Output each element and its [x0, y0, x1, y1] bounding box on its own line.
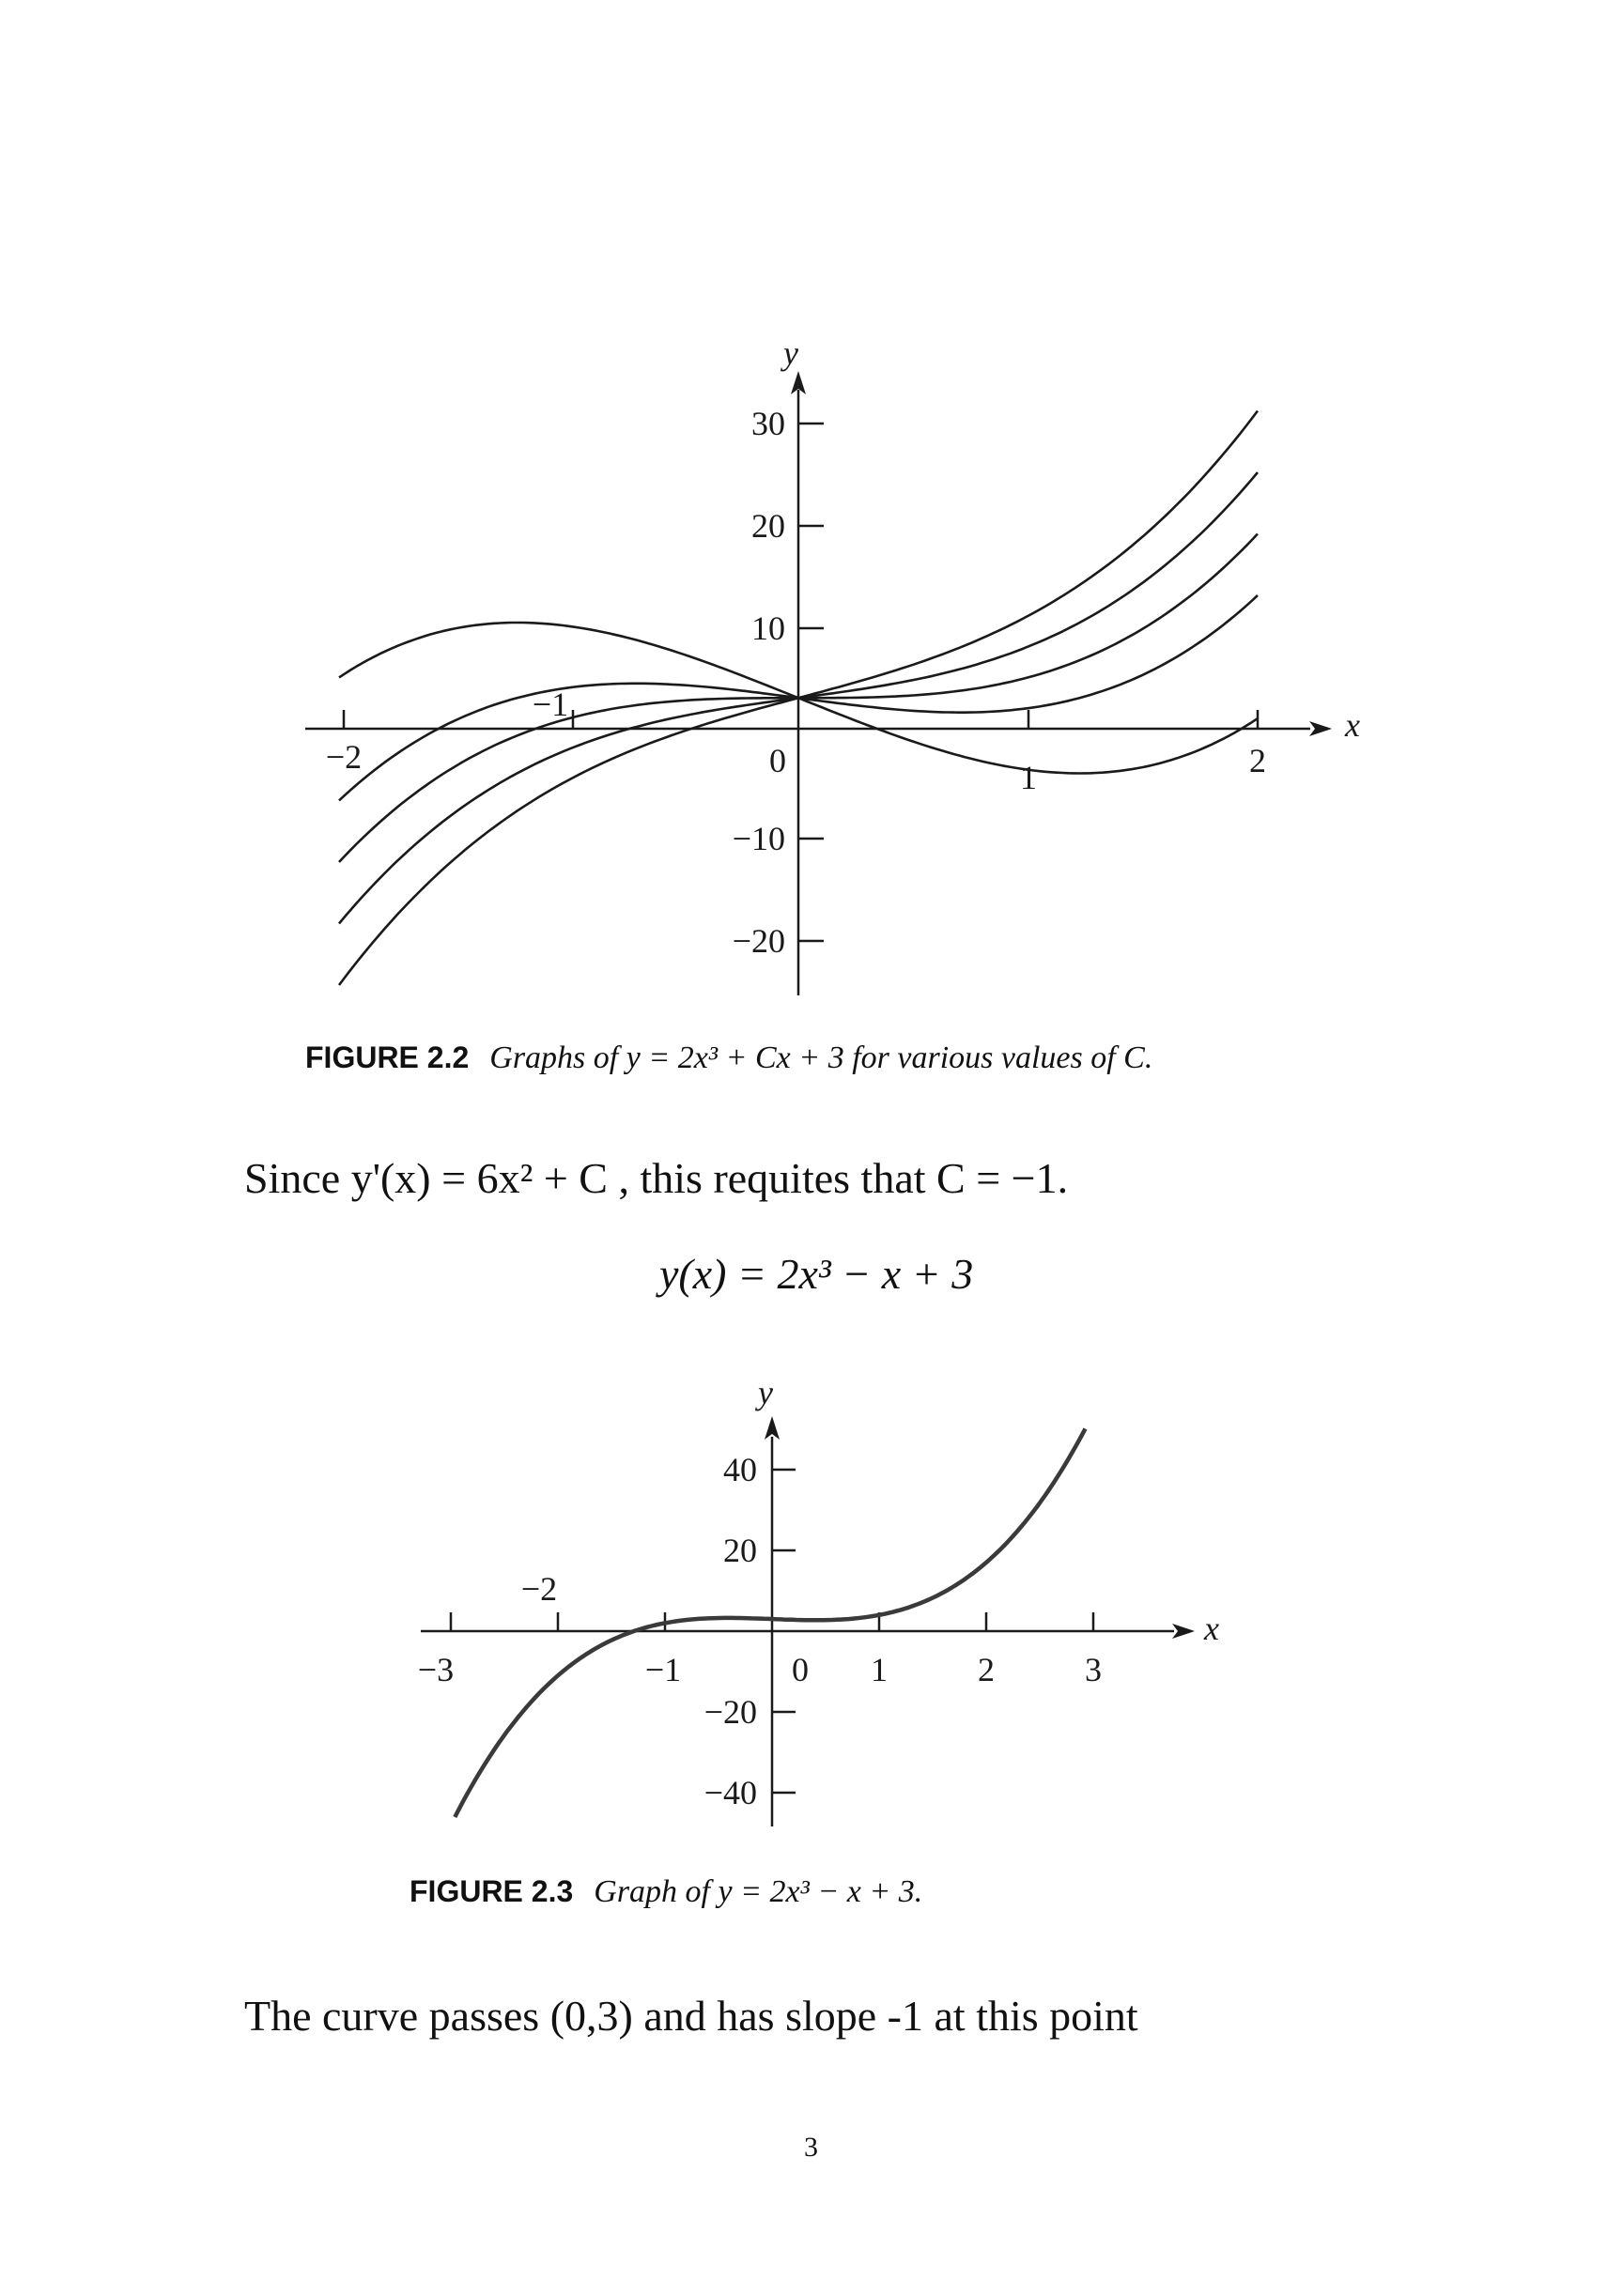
page-number: 3 — [804, 2132, 818, 2163]
x-tick-label-minus-1: −1 — [644, 1651, 682, 1688]
x-tick-label-2: 2 — [978, 1651, 995, 1688]
curve-0 — [455, 1429, 1085, 1818]
solution-equation: y(x) = 2x³ − x + 3 — [659, 1250, 974, 1298]
x-tick-label-minus-2: −2 — [520, 1570, 558, 1608]
y-tick-label-minus-40: −40 — [703, 1774, 757, 1811]
y-tick-label-minus-10: −10 — [732, 820, 785, 857]
x-tick-label-2: 2 — [1249, 742, 1266, 779]
y-tick-label-20: 20 — [751, 507, 785, 545]
x-axis-label: x — [1204, 1610, 1219, 1647]
figure-2-3-caption-text: Graph of y = 2x³ − x + 3. — [594, 1874, 923, 1909]
x-axis-arrow — [1309, 721, 1332, 736]
figure-2-2-caption-label: FIGURE 2.2 — [305, 1040, 470, 1074]
x-tick-label-3: 3 — [1085, 1651, 1102, 1688]
x-axis-arrow — [1172, 1624, 1195, 1639]
x-tick-label-0: 0 — [792, 1651, 809, 1688]
y-axis-label: y — [783, 334, 798, 372]
x-tick-label-1: 1 — [871, 1651, 888, 1688]
figure-2-3-caption-label: FIGURE 2.3 — [410, 1874, 574, 1908]
y-tick-label-30: 30 — [751, 405, 785, 442]
x-tick-label-1: 1 — [1020, 759, 1037, 796]
y-tick-label-minus-20: −20 — [703, 1693, 757, 1731]
x-tick-label-minus-2: −2 — [325, 738, 363, 776]
y-tick-label-40: 40 — [723, 1451, 757, 1488]
figure-2-2-graph — [305, 334, 1360, 995]
y-axis-label: y — [758, 1374, 773, 1411]
figure-2-2-caption-text: Graphs of y = 2x³ + Cx + 3 for various values of C. — [489, 1040, 1153, 1075]
y-tick-label-20: 20 — [723, 1532, 757, 1569]
y-tick-label-10: 10 — [751, 609, 785, 647]
x-axis-label: x — [1345, 706, 1360, 744]
figure-2-2-caption — [305, 1040, 1152, 1076]
y-axis-arrow — [765, 1416, 780, 1440]
figure-2-3-graph — [418, 1374, 1219, 1826]
x-tick-label-minus-3: −3 — [417, 1651, 455, 1688]
derivation-line: Since y'(x) = 6x² + C , this requites that C = −1. — [244, 1154, 1069, 1202]
x-tick-label-minus-1: −1 — [532, 686, 569, 723]
figure-2-3-curves — [455, 1429, 1085, 1818]
figure-2-3-caption — [410, 1874, 922, 1910]
x-tick-label-0: 0 — [769, 742, 786, 779]
y-tick-label-minus-20: −20 — [732, 922, 785, 960]
closing-line: The curve passes (0,3) and has slope -1 at this point — [244, 1992, 1138, 2040]
